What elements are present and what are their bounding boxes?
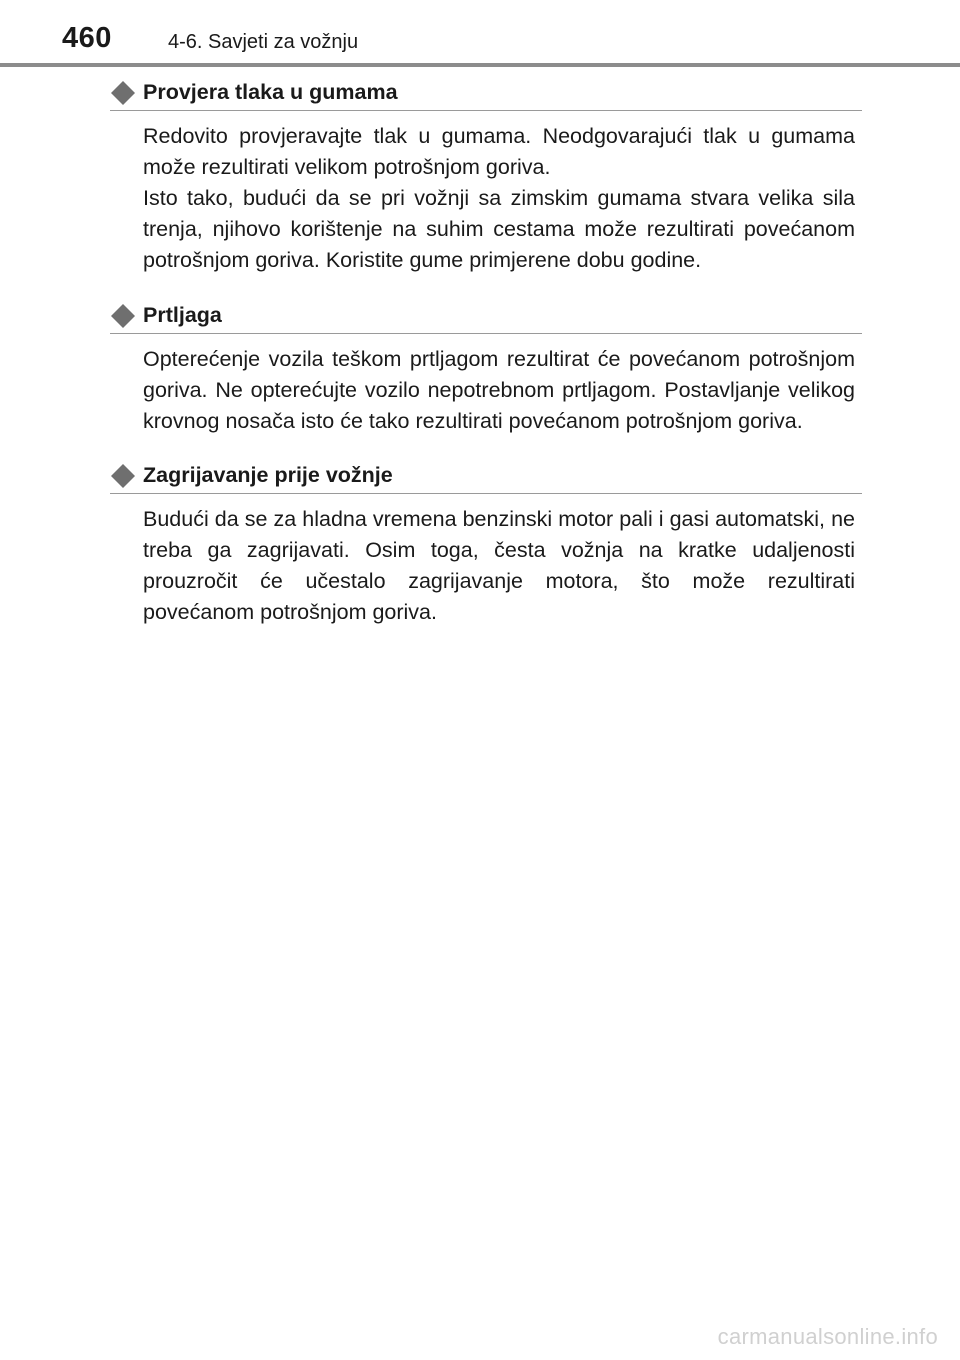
diamond-icon: [110, 80, 136, 106]
section-luggage: [110, 295, 862, 437]
section-body: [143, 121, 855, 276]
page-header: [0, 0, 960, 68]
paragraph: Redovito provjeravajte tlak u gumama. Neodgovarajući tlak u gumama može rezultirati velikom potrošnjom goriva.: [143, 124, 855, 179]
watermark-text: carmanualsonline.info: [717, 1324, 938, 1349]
section-heading-text: Zagrijavanje prije vožnje: [143, 463, 393, 487]
section-warm-up: [110, 455, 862, 628]
section-heading-text: Provjera tlaka u gumama: [143, 80, 398, 104]
section-heading: [110, 72, 862, 111]
diamond-icon: [110, 463, 136, 489]
paragraph: Isto tako, budući da se pri vožnji sa zimskim gumama stvara velika sila trenja, njihovo korištenje na suhim cestama može rezultirati povećanom potrošnjom goriva. Koristite gume primjerene dobu godine.: [143, 186, 855, 272]
section-heading-text: Prtljaga: [143, 303, 222, 327]
chapter-title: 4-6. Savjeti za vožnju: [168, 31, 359, 53]
diamond-icon: [110, 303, 136, 329]
section-body: [143, 504, 855, 628]
paragraph: Opterećenje vozila teškom prtljagom rezultirat će povećanom potrošnjom goriva. Ne opterećujte vozilo nepotrebnom prtljagom. Postavljanje velikog krovnog nosača isto će tako rezultirati povećanom potrošnjom goriva.: [143, 347, 855, 433]
section-heading: [110, 455, 862, 494]
section-body: [143, 344, 855, 437]
page-content: [110, 72, 862, 628]
paragraph: Budući da se za hladna vremena benzinski motor pali i gasi automatski, ne treba ga zagrijavati. Osim toga, česta vožnja na kratke udaljenosti prouzročit će učestalo zagrijavanje motora, što može rezultirati povećanom potrošnjom goriva.: [143, 507, 855, 624]
page-number: 460: [62, 22, 112, 54]
section-tire-pressure: [110, 72, 862, 276]
section-heading: [110, 295, 862, 334]
header-rule: [0, 63, 960, 67]
